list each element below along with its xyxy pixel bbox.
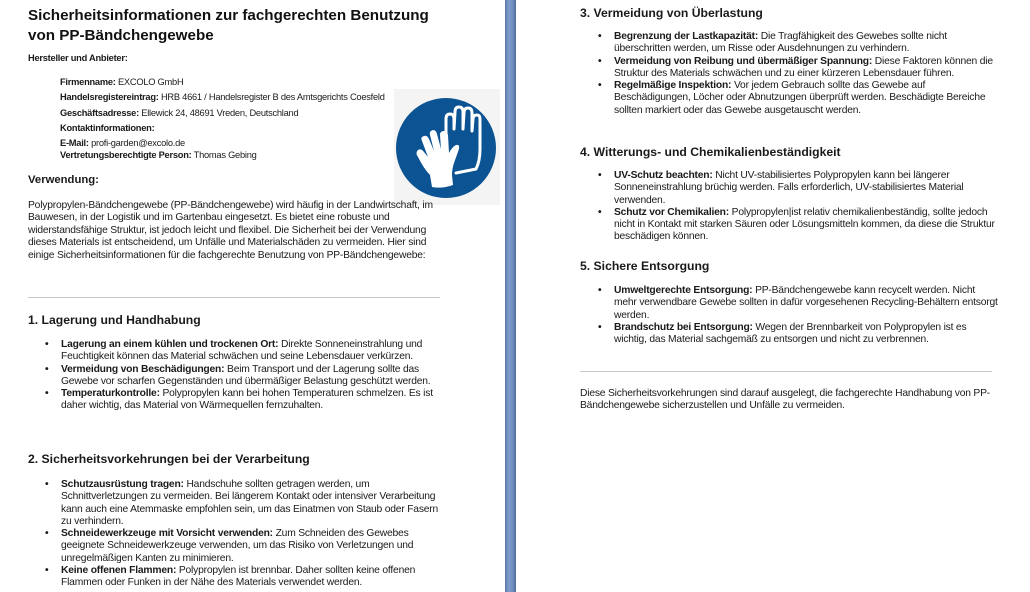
maker-label: Hersteller und Anbieter: [28,53,128,63]
field-value: Ellewick 24, 48691 Vreden, Deutschland [138,107,299,118]
usage-paragraph: Polypropylen-Bändchengewebe (PP-Bändchengewebe) wird häufig in der Landwirtschaft, im Bauwesen, in der Logistik und im Gartenbau eingesetzt. Es bietet eine robuste und widerstandsfähige Struktur, ist jedoch leicht und flexibel. Die Sicherheit bei der Verwendung dieses Materials ist entscheidend, um Unfälle und Materialschäden zu vermeiden. Hier sind einige Sicherheitsinformationen für die fachgerechte Benutzung von PP-Bändchengewebe: [28,200,433,261]
item-text: Direkte Sonneneinstrahlung und Feuchtigkeit können das Material schwächen und seine Lebensdauer verkürzen. [61,339,423,363]
email-link[interactable]: profi-garden@excolo.de [88,138,185,149]
list-item [598,322,998,347]
item-title: Vermeidung von Reibung und übermäßiger Spannung: [614,55,873,67]
field-value: HRB 4661 / Handelsregister B des Amtsgerichts Coesfeld [158,92,385,103]
bullet-icon: • [45,363,49,375]
document-page-right [516,0,1030,592]
item-text: Vor jedem Gebrauch sollte das Gewebe auf Beschädigungen, Löcher oder Abnutzungen überprüft werden. Beschädigte Bereiche sollten markiert oder das Gewebe ausgetauscht werden. [614,80,986,116]
field-value: EXCOLO GmbH [115,77,184,87]
item-title: Keine offenen Flammen: [61,565,177,577]
item-title: Lagerung an einem kühlen und trockenen Ort: [61,339,279,350]
address-row [60,106,385,121]
field-label: Geschäftsadresse: [60,107,139,118]
bullet-icon: • [45,565,49,577]
item-title: Schneidewerkzeuge mit Vorsicht verwenden: [61,528,273,540]
bullet-icon: • [598,285,602,296]
processing-list [45,479,445,590]
field-label: Handelsregistereintrag: [60,92,159,103]
item-text: Wegen der Brennbarkeit von Polypropylen ist es wichtig, das Material sachgemäß zu entsorgen und nicht zu verbrennen. [614,321,967,346]
bullet-icon: • [598,80,602,92]
item-text: Beim Transport und der Lagerung sollte das Gewebe vor scharfen Gegenständen und übermäßiger Belastung geschützt werden. [61,363,431,387]
horizontal-rule [580,371,992,372]
list-item [598,285,998,322]
list-item [45,565,445,590]
item-text: Polypropylen kann bei hohen Temperaturen schmelzen. Es ist daher wichtig, das Material von Wärmequellen fernzuhalten. [61,388,433,412]
horizontal-rule [28,297,440,298]
section-heading-resistance: 4. Witterungs- und Chemikalienbeständigkeit [580,145,841,159]
bullet-icon: • [45,528,49,540]
item-title: Vermeidung von Beschädigungen: [61,363,225,375]
page-divider [505,0,516,592]
item-title: Brandschutz bei Entsorgung: [614,321,753,333]
list-item [598,31,998,56]
list-item [598,80,998,117]
item-text: PP-Bändchengewebe kann recycelt werden. Nicht mehr verwendbare Gewebe sollten in dafür vorgesehenen Recycling-Behältern entsorgt werden. [614,285,998,321]
document-title: Sicherheitsinformationen zur fachgerechten Benutzung von PP-Bändchengewebe [28,7,429,44]
item-text: Handschuhe sollten getragen werden, um Schnittverletzungen zu vermeiden. Bei längerem Kontakt oder intensiver Verarbeitung kann auch eine Atemmaske empfohlen sein, um das Einatmen von Staub oder Fasern zu verhindern. [61,479,439,527]
item-title: Begrenzung der Lastkapazität: [614,31,759,42]
list-item [45,388,445,413]
bullet-icon: • [45,479,49,490]
list-item [45,528,445,565]
document-page-left [0,0,505,592]
company-info [60,75,385,151]
item-text: Polypropylen ist brennbar. Daher sollten keine offenen Flammen oder Funken in der Nähe des Materials verwendet werden. [61,565,416,589]
field-label: E-Mail: [60,138,89,149]
bullet-icon: • [598,170,602,181]
trade-register-row [60,90,385,105]
overload-list [598,31,998,117]
section-heading-storage: 1. Lagerung und Handhabung [28,313,201,327]
item-title: Temperaturkontrolle: [61,388,160,400]
item-title: UV-Schutz beachten: [614,170,713,181]
item-title: Regelmäßige Inspektion: [614,80,732,92]
list-item [45,364,445,389]
field-label: Kontaktinformationen: [60,122,155,133]
bullet-icon: • [45,339,49,350]
closing-paragraph: Diese Sicherheitsvorkehrungen sind darauf ausgelegt, die fachgerechte Handhabung von PP-Bändchengewebe sicherzustellen und Unfälle zu vermeiden. [580,388,990,412]
company-name-row [60,75,385,90]
item-text: Diese Faktoren können die Struktur des Materials schwächen und zu einer kürzeren Lebensdauer führen. [614,55,993,79]
bullet-icon: • [598,321,602,333]
field-label: Firmenname: [60,77,116,87]
bullet-icon: • [45,388,49,400]
item-text: Zum Schneiden des Gewebes geeignete Schneidewerkzeuge verwenden, um das Risiko von Verletzungen und unregelmäßigen Kanten zu minimieren. [61,528,414,564]
item-title: Umweltgerechte Entsorgung: [614,285,753,296]
item-title: Schutz vor Chemikalien: [614,206,729,218]
item-title: Schutzausrüstung tragen: [61,479,184,490]
section-heading-disposal: 5. Sichere Entsorgung [580,259,710,273]
field-label: Vertretungsberechtigte Person: [60,150,192,160]
bullet-icon: • [598,55,602,67]
item-text: Polypropylen|ist relativ chemikalienbeständig, sollte jedoch nicht in Kontakt mit starken Säuren oder Lösungsmitteln kommen, da diese die Struktur beschädigen können. [614,206,995,243]
representative-row [60,150,257,160]
bullet-icon: • [598,206,602,218]
resistance-list [598,170,998,244]
list-item [45,479,445,528]
protective-gloves-icon [394,89,500,205]
section-heading-processing: 2. Sicherheitsvorkehrungen bei der Verarbeitung [28,452,310,466]
section-heading-overload: 3. Vermeidung von Überlastung [580,6,763,20]
field-value: Thomas Gebing [191,150,257,160]
storage-list [45,339,445,413]
item-text: Die Tragfähigkeit des Gewebes sollte nicht überschritten werden, um Risse oder Ausdehnungen zu verhindern. [614,31,947,55]
list-item [598,56,998,81]
item-text: Nicht UV-stabilisiertes Polypropylen kann bei längerer Sonneneinstrahlung brüchig werden. Falls erforderlich, UV-stabilisiertes Material verwenden. [614,170,964,206]
contact-row [60,121,385,136]
gloves-sign-image [394,89,500,205]
list-item [598,207,998,244]
list-item [598,170,998,207]
list-item [45,339,445,364]
disposal-list [598,285,998,346]
bullet-icon: • [598,31,602,42]
usage-heading: Verwendung: [28,174,99,186]
